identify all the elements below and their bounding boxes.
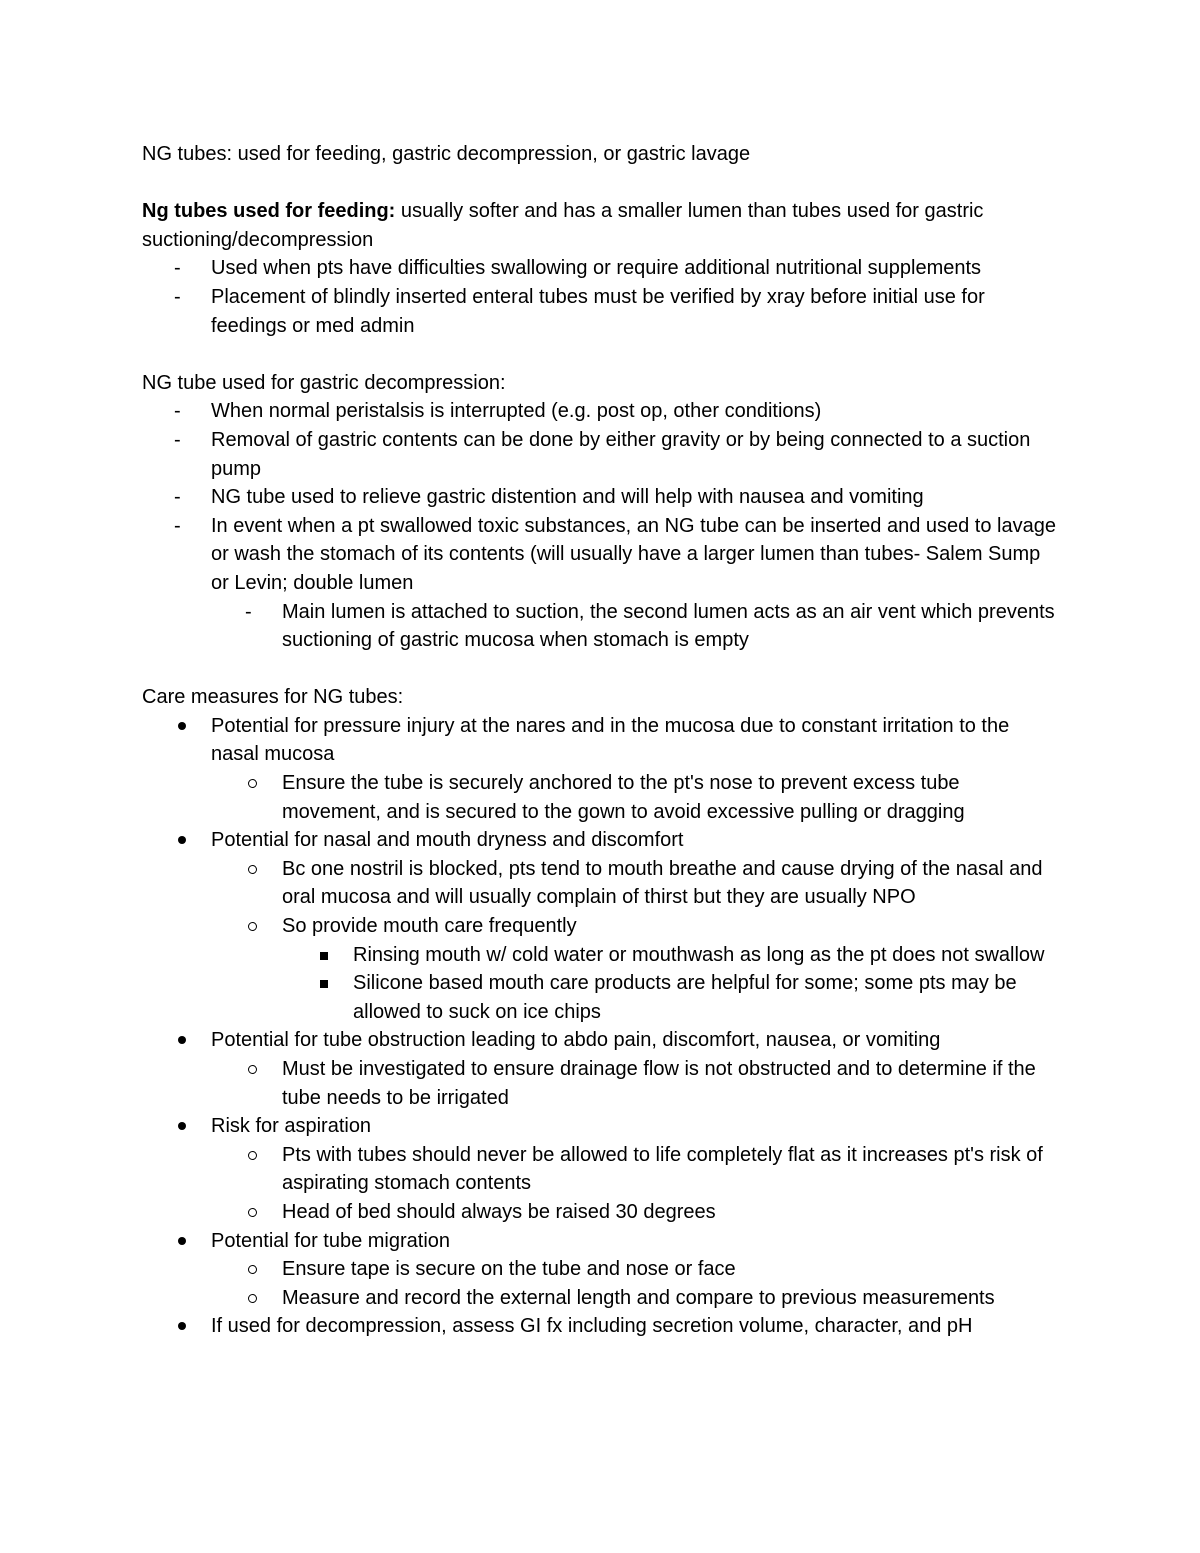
list-subitem — [142, 1055, 1062, 1112]
list-subitem — [142, 855, 1062, 912]
list-item-text: Silicone based mouth care products are helpful for some; some pts may be allowed to suck on ice chips — [353, 972, 1017, 1023]
list-item — [142, 826, 1062, 855]
spacer — [142, 169, 1062, 198]
hollow-circle-bullet — [248, 1294, 257, 1303]
filled-circle-bullet — [178, 1237, 186, 1245]
list-item-text: Ensure the tube is securely anchored to the pt's nose to prevent excess tube movement, and is secured to the gown to avoid excessive pulling or dragging — [282, 772, 965, 823]
list-item — [142, 1227, 1062, 1256]
list-item-text: Must be investigated to ensure drainage flow is not obstructed and to determine if the tube needs to be irrigated — [282, 1058, 1036, 1109]
list-item-text: Potential for nasal and mouth dryness and discomfort — [211, 829, 684, 852]
list-item — [142, 1026, 1062, 1055]
dash-bullet: - — [174, 285, 181, 308]
list-subitem — [142, 1284, 1062, 1313]
feeding-list — [142, 254, 1062, 340]
hollow-circle-bullet — [248, 1265, 257, 1274]
hollow-circle-bullet — [248, 922, 257, 931]
list-subitem — [142, 1141, 1062, 1198]
list-item-text: If used for decompression, assess GI fx including secretion volume, character, and pH — [211, 1315, 973, 1338]
list-item-text: Used when pts have difficulties swallowing or require additional nutritional supplements — [211, 257, 982, 280]
list-item — [142, 512, 1062, 598]
list-item-text: Removal of gastric contents can be done by either gravity or by being connected to a suction pump — [211, 428, 1031, 480]
list-item-text: Potential for tube obstruction leading to abdo pain, discomfort, nausea, or vomiting — [211, 1029, 941, 1052]
list-item-text: Measure and record the external length and compare to previous measurements — [282, 1286, 995, 1309]
list-subsubitem — [142, 969, 1062, 1026]
spacer — [142, 655, 1062, 684]
list-item-text: Head of bed should always be raised 30 degrees — [282, 1200, 716, 1223]
decompression-list — [142, 397, 1062, 654]
filled-circle-bullet — [178, 1036, 186, 1044]
list-item-text: Bc one nostril is blocked, pts tend to mouth breathe and cause drying of the nasal and oral mucosa and will usually complain of thirst but they are usually NPO — [282, 857, 1043, 909]
list-item — [142, 1312, 1062, 1341]
hollow-circle-bullet — [248, 1208, 257, 1217]
hollow-circle-bullet — [248, 1151, 257, 1160]
dash-bullet: - — [245, 600, 252, 623]
spacer — [142, 340, 1062, 369]
decompression-heading: NG tube used for gastric decompression: — [142, 371, 506, 394]
filled-circle-bullet — [178, 1122, 186, 1130]
list-subitem — [142, 912, 1062, 941]
list-item-text: Risk for aspiration — [211, 1115, 372, 1138]
square-bullet — [320, 952, 328, 960]
document-body — [142, 140, 1062, 1341]
list-item-text: When normal peristalsis is interrupted (e.g. post op, other conditions) — [211, 400, 822, 423]
list-item — [142, 712, 1062, 769]
list-item-text: NG tube used to relieve gastric distention and will help with nausea and vomiting — [211, 486, 924, 509]
hollow-circle-bullet — [248, 865, 257, 874]
care-list — [142, 712, 1062, 1341]
feeding-heading-rest: usually softer and has a smaller lumen than tubes used for gastric suctioning/decompression — [142, 200, 984, 251]
list-item-text: Potential for pressure injury at the nares and in the mucosa due to constant irritation to the nasal mucosa — [211, 714, 1010, 766]
dash-bullet: - — [174, 400, 181, 423]
feeding-heading — [142, 197, 1062, 254]
dash-bullet: - — [174, 486, 181, 509]
list-item-text: Placement of blindly inserted enteral tubes must be verified by xray before initial use for feedings or med admin — [211, 285, 985, 337]
hollow-circle-bullet — [248, 779, 257, 788]
list-item — [142, 397, 1062, 426]
list-item — [142, 254, 1062, 283]
filled-circle-bullet — [178, 722, 186, 730]
care-heading: Care measures for NG tubes: — [142, 686, 404, 709]
dash-bullet: - — [174, 428, 181, 451]
list-subsubitem — [142, 941, 1062, 970]
list-item-text: Main lumen is attached to suction, the second lumen acts as an air vent which prevents suctioning of gastric mucosa when stomach is empty — [282, 600, 1055, 652]
hollow-circle-bullet — [248, 1065, 257, 1074]
square-bullet — [320, 980, 328, 988]
list-subitem — [142, 1255, 1062, 1284]
list-item-text: So provide mouth care frequently — [282, 915, 577, 938]
list-item-text: Rinsing mouth w/ cold water or mouthwash as long as the pt does not swallow — [353, 943, 1045, 966]
dash-bullet: - — [174, 257, 181, 280]
list-item — [142, 426, 1062, 483]
list-item — [142, 283, 1062, 340]
filled-circle-bullet — [178, 1322, 186, 1330]
list-item-text: Potential for tube migration — [211, 1229, 451, 1252]
list-item-text: Pts with tubes should never be allowed to life completely flat as it increases pt's risk of aspirating stomach contents — [282, 1143, 1043, 1195]
intro-line: NG tubes: used for feeding, gastric decompression, or gastric lavage — [142, 143, 751, 165]
list-subitem — [142, 598, 1062, 655]
list-subitem — [142, 769, 1062, 826]
dash-bullet: - — [174, 514, 181, 537]
feeding-heading-bold: Ng tubes used for feeding: — [142, 200, 396, 223]
list-item — [142, 483, 1062, 512]
list-item-text: Ensure tape is secure on the tube and nose or face — [282, 1258, 736, 1281]
list-item-text: In event when a pt swallowed toxic substances, an NG tube can be inserted and used to lavage or wash the stomach of its contents (will usually have a larger lumen than tubes- Salem Sump or Levin; double lumen — [211, 514, 1056, 594]
list-item — [142, 1112, 1062, 1141]
filled-circle-bullet — [178, 836, 186, 844]
list-subitem — [142, 1198, 1062, 1227]
